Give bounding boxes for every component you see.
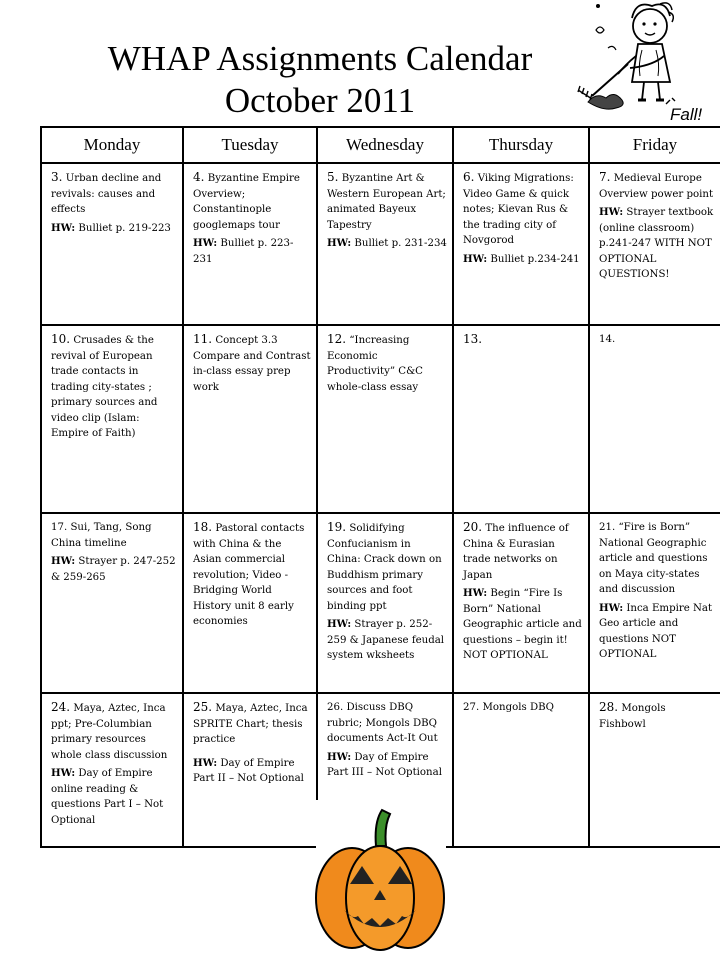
class-activity: Mongols DBQ: [482, 702, 554, 713]
day-cell: [317, 325, 453, 513]
class-activity: Mongols Fishbowl: [599, 703, 666, 730]
class-activity: Solidifying Confucianism in China: Crack down on Buddhism primary sources and foot binding ppt: [327, 523, 442, 612]
date-number: 11.: [193, 332, 213, 346]
hw-label: HW:: [599, 601, 624, 614]
weekday-header: Wednesday: [317, 127, 453, 163]
day-cell: [183, 325, 317, 513]
day-cell: [41, 693, 183, 847]
title-line-1: WHAP Assignments Calendar: [107, 39, 533, 78]
date-number: 6.: [463, 170, 475, 184]
date-number: 3.: [51, 170, 63, 184]
day-cell: [41, 325, 183, 513]
hw-label: HW:: [463, 587, 488, 599]
homework-text: Bulliet p.234-241: [490, 253, 580, 265]
day-cell: [183, 693, 317, 847]
week-row: [41, 325, 720, 513]
class-activity: Concept 3.3 Compare and Contrast in-class essay prep work: [193, 335, 311, 393]
day-cell: [317, 163, 453, 325]
class-activity: Maya, Aztec, Inca ppt; Pre-Columbian primary resources whole class discussion: [51, 703, 168, 761]
class-activity: Crusades & the revival of European trade contacts in trading city-states ; primary sources and video clip (Islam: Empire of Faith): [51, 335, 158, 439]
class-activity: “Increasing Economic Productivity” C&C whole-class essay: [327, 335, 423, 393]
weekday-header: Friday: [589, 127, 720, 163]
hw-label: HW:: [327, 618, 352, 630]
page-title: [40, 38, 600, 122]
homework-text: Inca Empire Nat Geo article and questions NOT OPTIONAL: [599, 602, 713, 660]
hw-label: HW:: [599, 206, 624, 218]
date-number: 28.: [599, 700, 619, 714]
homework-text: Begin “Fire Is Born” National Geographic article and questions – begin it! NOT OPTIONAL: [463, 588, 582, 661]
week-row: [41, 513, 720, 693]
class-activity: Urban decline and revivals: causes and effects: [51, 173, 162, 215]
date-number: 19.: [327, 520, 347, 534]
date-number: 17.: [51, 522, 68, 533]
homework-text: Strayer p. 252-259 & Japanese feudal system wksheets: [327, 619, 445, 661]
girl-raking-leaves-illustration: [568, 0, 720, 124]
date-number: 12.: [327, 332, 347, 346]
homework-text: Day of Empire online reading & questions Part I – Not Optional: [51, 768, 164, 826]
class-activity: Byzantine Empire Overview; Constantinople googlemaps tour: [193, 173, 300, 231]
class-activity: Medieval Europe Overview power point: [599, 173, 714, 200]
day-cell: [41, 513, 183, 693]
homework-text: Bulliet p. 223-231: [193, 238, 294, 265]
hw-label: HW:: [193, 237, 218, 249]
homework-text: Day of Empire Part III – Not Optional: [327, 751, 442, 778]
day-cell: [589, 163, 720, 325]
day-cell: [453, 163, 589, 325]
homework-text: Bulliet p. 231-234: [354, 238, 447, 249]
date-number: 14.: [599, 334, 616, 345]
day-cell: [183, 513, 317, 693]
hw-label: HW:: [51, 221, 76, 234]
class-activity: Pastoral contacts with China & the Asian commercial revolution; Video - Bridging World History unit 8 early economies: [193, 523, 305, 627]
day-cell: [453, 693, 589, 847]
day-cell: [317, 513, 453, 693]
date-number: 24.: [51, 700, 71, 714]
class-activity: Viking Migrations: Video Game & quick notes; Kievan Rus & the trading city of Novgorod: [463, 173, 574, 246]
day-cell: [183, 163, 317, 325]
hw-label: HW:: [327, 237, 352, 249]
day-cell: [41, 163, 183, 325]
date-number: 26.: [327, 702, 344, 713]
date-number: 27.: [463, 702, 480, 713]
day-cell: [453, 513, 589, 693]
date-number: 21.: [599, 522, 616, 533]
weekday-header: Monday: [41, 127, 183, 163]
fall-caption: Fall!: [670, 105, 703, 124]
date-number: 5.: [327, 170, 339, 184]
date-number: 4.: [193, 170, 205, 184]
day-cell: [589, 513, 720, 693]
homework-text: Day of Empire Part II – Not Optional: [193, 757, 304, 784]
homework-text: Strayer p. 247-252 & 259-265: [51, 556, 176, 583]
class-activity: Byzantine Art & Western European Art; animated Bayeux Tapestry: [327, 173, 446, 231]
hw-label: HW:: [51, 555, 76, 567]
date-number: 25.: [193, 700, 213, 714]
date-number: 18.: [193, 520, 213, 534]
title-line-2: October 2011: [224, 81, 416, 120]
class-activity: Maya, Aztec, Inca SPRITE Chart; thesis practice: [193, 703, 308, 745]
homework-text: Strayer textbook (online classroom) p.241-247 WITH NOT OPTIONAL QUESTIONS!: [599, 207, 714, 280]
hw-label: HW:: [193, 756, 218, 769]
hw-label: HW:: [51, 767, 76, 779]
hw-label: HW:: [327, 750, 352, 763]
date-number: 10.: [51, 332, 71, 346]
assignments-calendar: [40, 126, 720, 848]
homework-text: Bulliet p. 219-223: [78, 222, 171, 234]
weekday-header-row: [41, 127, 720, 163]
date-number: 20.: [463, 520, 483, 534]
week-row: [41, 163, 720, 325]
day-cell: [589, 693, 720, 847]
weekday-header: Tuesday: [183, 127, 317, 163]
date-number: 13.: [463, 332, 483, 346]
hw-label: HW:: [463, 252, 488, 265]
class-activity: “Fire is Born” National Geographic article and questions on Maya city-states and discussion: [599, 522, 708, 595]
day-cell: [453, 325, 589, 513]
class-activity: The influence of China & Eurasian trade networks on Japan: [463, 523, 569, 581]
weekday-header: Thursday: [453, 127, 589, 163]
day-cell: [589, 325, 720, 513]
class-activity: Sui, Tang, Song China timeline: [51, 522, 152, 549]
jack-o-lantern-illustration: [310, 802, 450, 952]
date-number: 7.: [599, 170, 611, 184]
class-activity: Discuss DBQ rubric; Mongols DBQ documents Act-It Out: [327, 702, 438, 744]
